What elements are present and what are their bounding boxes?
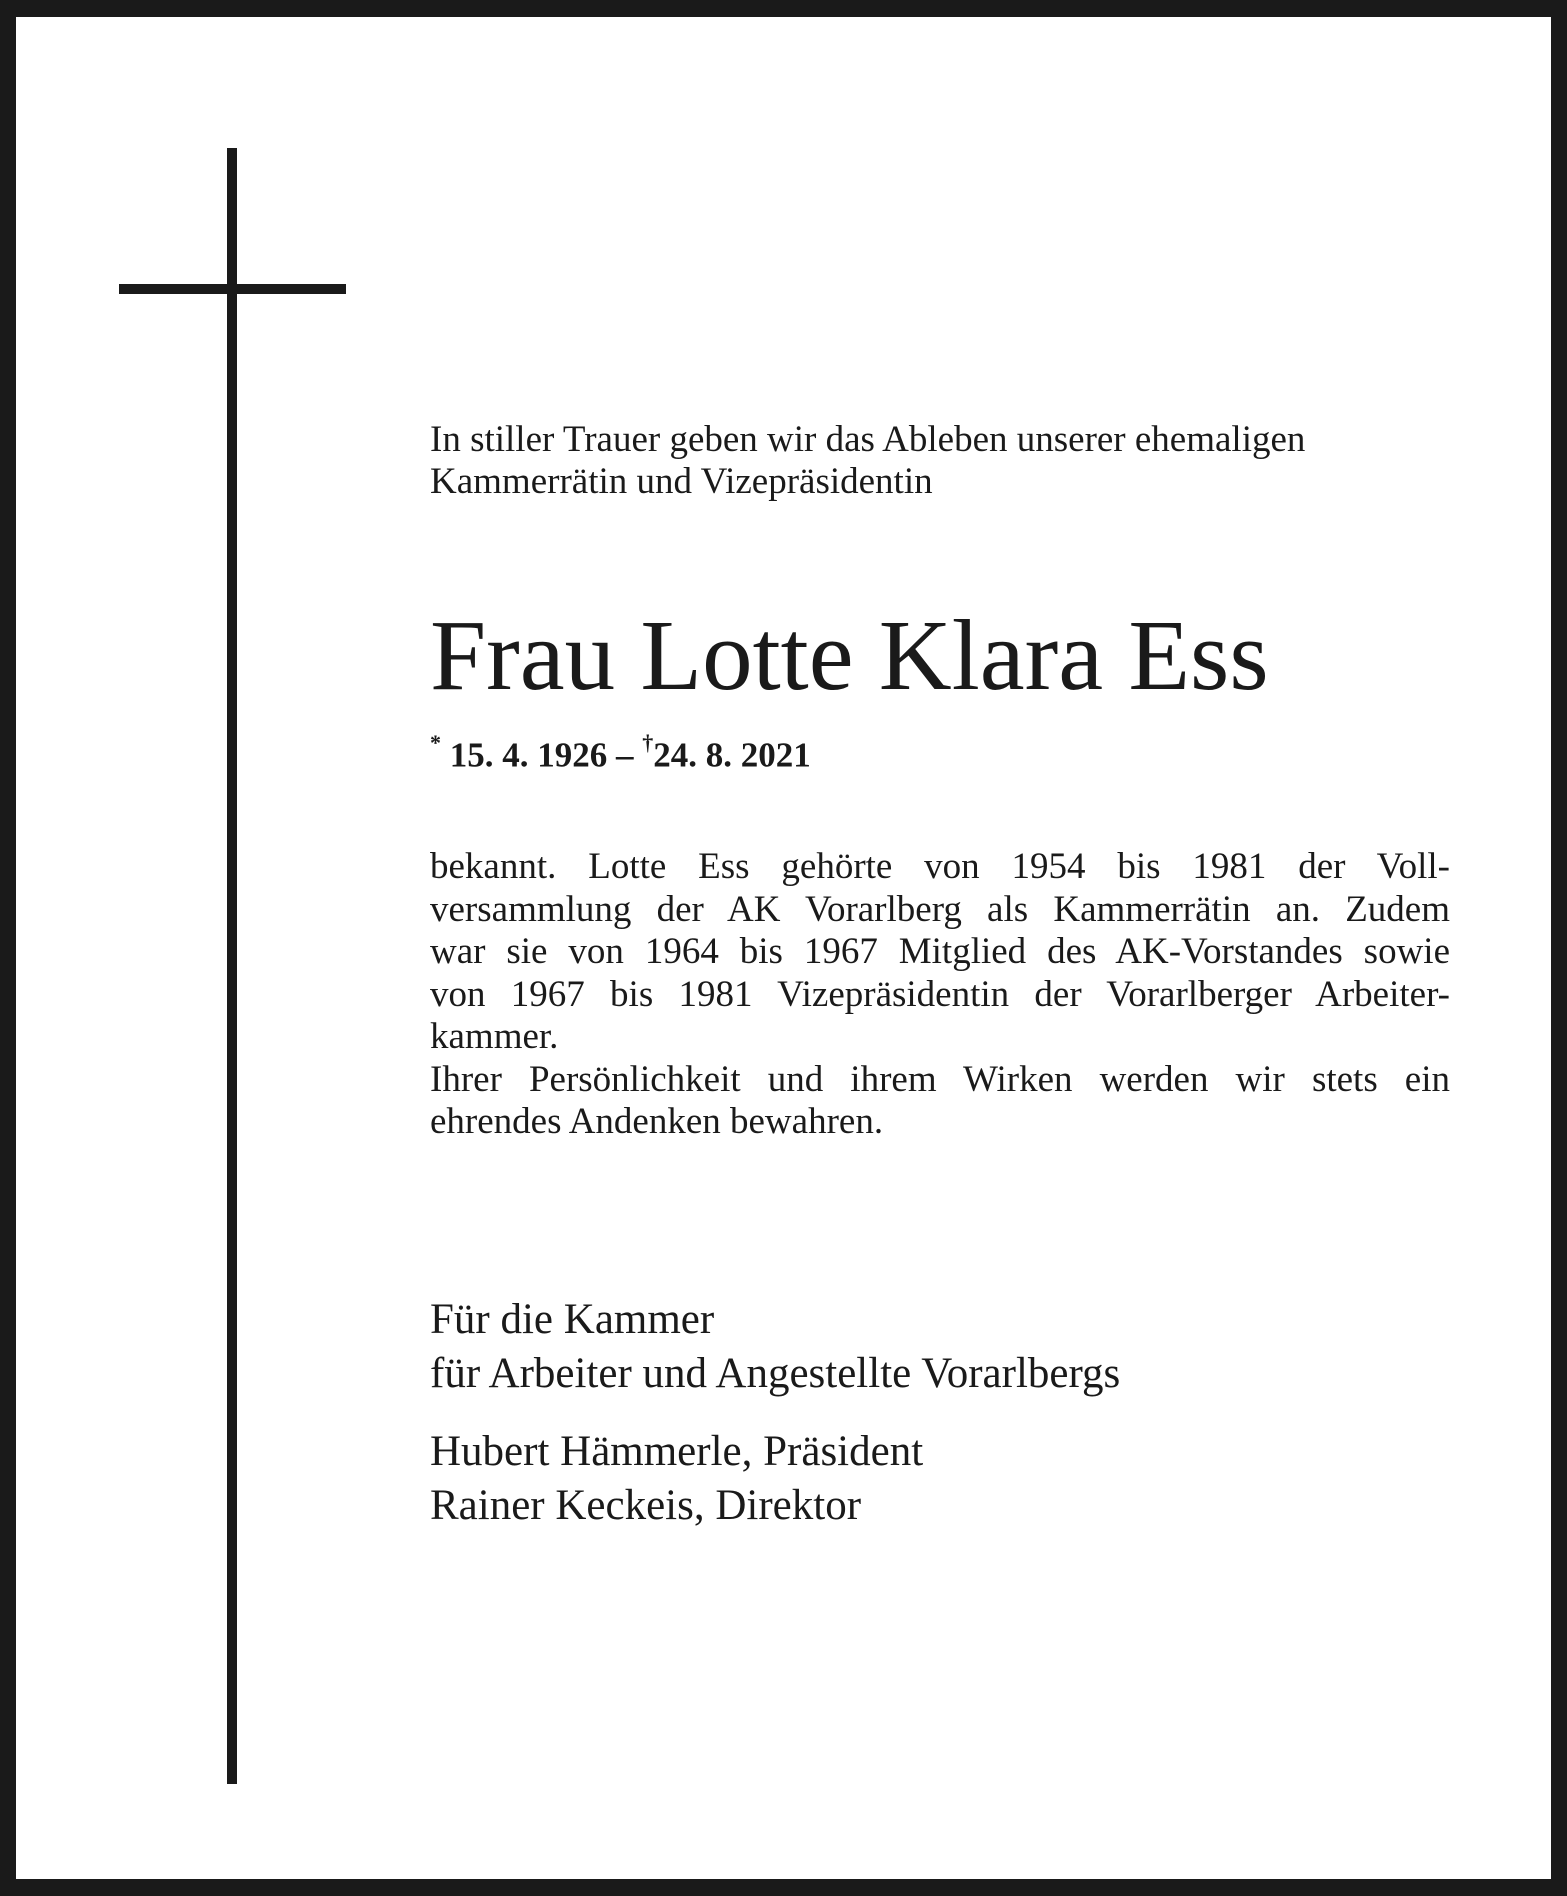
intro-text: [430, 419, 1460, 503]
signers: [430, 1425, 923, 1533]
body-line: Ihrer Persönlichkeit und ihrem Wirken werden wir stets ein: [430, 1058, 1450, 1100]
cross-vertical-bar: [227, 148, 237, 1784]
date-separator: –: [616, 735, 634, 775]
birth-symbol: *: [430, 730, 441, 755]
body-text: [430, 846, 1450, 1144]
body-line: ehrendes Andenken bewahren.: [430, 1101, 884, 1142]
deceased-name: Frau Lotte Klara Ess: [430, 599, 1269, 711]
body-line: versammlung der AK Vorarlberg als Kammerrätin an. Zudem: [430, 888, 1450, 930]
life-dates: [430, 723, 811, 780]
cross-horizontal-bar: [119, 284, 346, 294]
signer-director: Rainer Keckeis, Direktor: [430, 1482, 862, 1529]
intro-line: Kammerrätin und Vizepräsidentin: [430, 461, 933, 502]
death-symbol: †: [642, 730, 654, 755]
signoff-line: Für die Kammer: [430, 1296, 715, 1343]
body-line: von 1967 bis 1981 Vizepräsidentin der Vorarlberger Arbeiter-: [430, 973, 1450, 1015]
signoff-line: für Arbeiter und Angestellte Vorarlbergs: [430, 1350, 1121, 1397]
body-line: war sie von 1964 bis 1967 Mitglied des AK-Vorstandes sowie: [430, 931, 1450, 972]
body-line: bekannt. Lotte Ess gehörte von 1954 bis 1981 der Voll-: [430, 846, 1450, 887]
body-line: kammer.: [430, 1016, 559, 1057]
birth-date: 15. 4. 1926: [449, 735, 608, 775]
intro-line: In stiller Trauer geben wir das Ableben unserer ehemaligen: [430, 419, 1306, 460]
signer-president: Hubert Hämmerle, Präsident: [430, 1428, 924, 1475]
signoff: [430, 1293, 1120, 1401]
death-date: 24. 8. 2021: [653, 735, 811, 775]
